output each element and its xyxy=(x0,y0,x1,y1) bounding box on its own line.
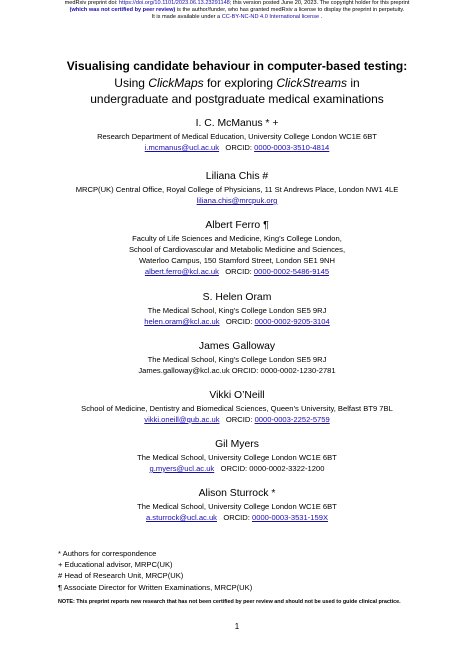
email-link[interactable]: helen.oram@kcl.ac.uk xyxy=(144,317,220,326)
author-block xyxy=(10,219,464,277)
author-name: Liliana Chis # xyxy=(205,171,269,182)
orcid-link[interactable]: 0000-0002-9205-3104 xyxy=(254,317,330,326)
orcid-link[interactable]: 0000-0003-3531-159X xyxy=(252,513,329,522)
notice-text: medRxiv preprint doi: xyxy=(64,0,119,6)
page-number: 1 xyxy=(234,622,240,631)
orcid-text: 0000-0002-3322-1200 xyxy=(249,464,325,473)
orcid-link[interactable]: 0000-0003-3510-4814 xyxy=(254,143,330,152)
orcid-label: ORCID: xyxy=(225,267,252,276)
orcid-label: ORCID: xyxy=(220,464,248,473)
preprint-notice xyxy=(0,0,474,21)
footnote: ¶ Associate Director for Written Examinations, MRCP(UK) xyxy=(58,582,253,592)
author-affiliation: School of Cardiovascular and Metabolic Medicine and Sciences, xyxy=(128,245,346,254)
author-contact xyxy=(10,316,464,327)
notice-line-1 xyxy=(0,0,474,7)
title-text: for exploring xyxy=(203,75,277,90)
author-block xyxy=(10,389,464,425)
title-line-1: Visualising candidate behaviour in computer-based testing: xyxy=(66,59,408,73)
title-italic: ClickMaps xyxy=(148,75,204,90)
author-name: Vikki O’Neill xyxy=(209,390,265,401)
notice-text: is the author/funder, who has granted medRxiv a license to display the preprint in perpetuity. xyxy=(175,7,405,13)
author-contact xyxy=(10,414,464,425)
orcid-link[interactable]: 0000-0002-5486-9145 xyxy=(253,267,330,276)
email-link[interactable]: albert.ferro@kcl.ac.uk xyxy=(144,267,219,276)
peer-review-note: (which was not certified by peer review) xyxy=(69,7,176,13)
footnote: * Authors for correspondence xyxy=(58,549,157,558)
author-block xyxy=(10,487,464,523)
title-text: in xyxy=(347,75,360,90)
email-link[interactable]: g.myers@ucl.ac.uk xyxy=(149,464,215,473)
email-link[interactable]: liliana.chis@mrcpuk.org xyxy=(196,196,278,205)
email-link[interactable]: vikki.oneill@qub.ac.uk xyxy=(144,415,220,424)
paper-title xyxy=(20,58,454,108)
author-affiliation: The Medical School, King’s College London SE5 9RJ xyxy=(147,355,327,364)
author-affiliation: School of Medicine, Dentistry and Biomedical Sciences, Queen’s University, Belfast BT9 7BL xyxy=(81,404,393,413)
disclaimer: NOTE: This preprint reports new research that has not been certified by peer review and should not be used to guide clinical practice. xyxy=(58,599,401,605)
title-line-2 xyxy=(20,75,454,92)
title-text: Using xyxy=(114,75,149,90)
notice-text: It is made available under a xyxy=(151,14,222,20)
license-link[interactable]: CC-BY-NC-ND 4.0 International license xyxy=(221,14,320,20)
author-name: James Galloway xyxy=(198,341,276,352)
author-affiliation: Faculty of Life Sciences and Medicine, King’s College London, xyxy=(132,234,342,243)
notice-text: . xyxy=(319,14,323,20)
orcid-link[interactable]: 0000-0003-2252-5759 xyxy=(254,415,330,424)
orcid-label: ORCID: xyxy=(223,513,250,522)
author-contact xyxy=(10,195,464,206)
author-affiliation: The Medical School, King’s College London SE5 9RJ xyxy=(147,306,327,315)
author-name: I. C. McManus * + xyxy=(195,118,279,129)
orcid-label: ORCID: xyxy=(225,317,253,326)
author-affiliation: The Medical School, University College London WC1E 6BT xyxy=(137,453,337,462)
author-block xyxy=(10,340,464,376)
author-name: Alison Sturrock * xyxy=(198,488,276,499)
title-italic: ClickStreams xyxy=(276,75,348,90)
author-affiliation: Research Department of Medical Education, University College London WC1E 6BT xyxy=(97,132,377,141)
notice-line-3 xyxy=(0,14,474,21)
notice-line-2 xyxy=(0,7,474,14)
email-link[interactable]: i.mcmanus@ucl.ac.uk xyxy=(144,143,220,152)
author-affiliation: Waterloo Campus, 150 Stamford Street, London SE1 9NH xyxy=(139,256,335,265)
notice-text: ; this version posted June 20, 2023. The copyright holder for this preprint xyxy=(229,0,410,6)
author-block xyxy=(10,291,464,327)
footnotes xyxy=(58,548,252,593)
title-line-3: undergraduate and postgraduate medical examinations xyxy=(90,92,384,106)
orcid-label: ORCID: xyxy=(225,415,253,424)
author-block xyxy=(10,117,464,153)
orcid-label: ORCID: xyxy=(231,366,259,375)
footnote: # Head of Research Unit, MRCP(UK) xyxy=(58,571,184,581)
author-contact xyxy=(10,142,464,153)
author-contact xyxy=(10,266,464,277)
email-text: James.galloway@kcl.ac.uk xyxy=(138,366,230,375)
email-link[interactable]: a.sturrock@ucl.ac.uk xyxy=(145,513,217,522)
author-affiliation: The Medical School, University College London WC1E 6BT xyxy=(137,502,337,511)
author-contact xyxy=(10,365,464,376)
author-affiliation: MRCP(UK) Central Office, Royal College of Physicians, 11 St Andrews Place, London NW1 4LE xyxy=(75,185,399,194)
orcid-label: ORCID: xyxy=(225,143,252,152)
orcid-text: 0000-0002-1230-2781 xyxy=(260,366,336,375)
doi-link[interactable]: https://doi.org/10.1101/2023.06.13.23291148 xyxy=(118,0,230,6)
author-name: Albert Ferro ¶ xyxy=(205,220,269,231)
author-contact xyxy=(10,463,464,474)
author-block xyxy=(10,438,464,474)
author-name: S. Helen Oram xyxy=(202,292,272,303)
author-block xyxy=(10,170,464,206)
author-name: Gil Myers xyxy=(215,439,259,450)
author-contact xyxy=(10,512,464,523)
footnote: + Educational advisor, MRPC(UK) xyxy=(58,560,173,570)
